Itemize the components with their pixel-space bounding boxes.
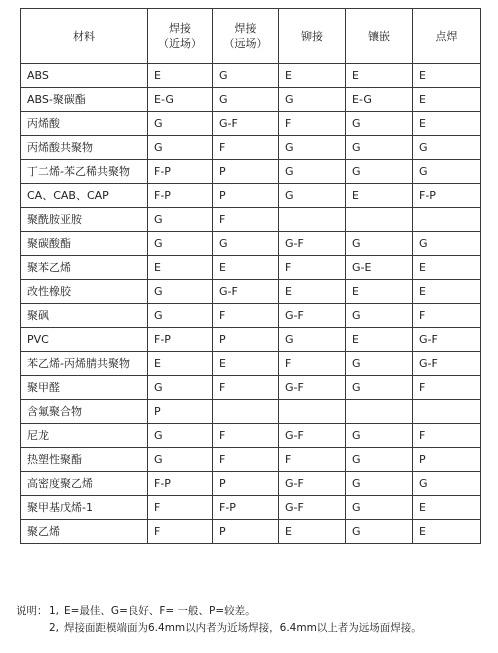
note-1	[16, 603, 492, 620]
rating-cell: E	[213, 256, 279, 280]
rating-cell: G	[148, 280, 213, 304]
rating-cell: P	[148, 400, 213, 424]
rating-cell: G	[148, 304, 213, 328]
rating-cell: P	[213, 520, 279, 544]
rating-cell: F-P	[413, 184, 481, 208]
rating-cell: G	[413, 160, 481, 184]
column-header-line: 镶嵌	[368, 29, 390, 43]
material-cell: 聚甲醛	[21, 376, 148, 400]
rating-cell: G	[346, 472, 413, 496]
rating-cell: G-F	[413, 352, 481, 376]
rating-cell: G	[213, 232, 279, 256]
rating-cell	[279, 208, 346, 232]
column-header-line: 焊接	[234, 22, 257, 35]
material-cell: 聚苯乙烯	[21, 256, 148, 280]
rating-cell: G	[148, 448, 213, 472]
table-row	[21, 208, 481, 232]
table-row	[21, 88, 481, 112]
table-body	[21, 64, 481, 544]
material-cell: 高密度聚乙烯	[21, 472, 148, 496]
rating-cell: E	[279, 520, 346, 544]
material-cell: 尼龙	[21, 424, 148, 448]
rating-cell: E	[413, 256, 481, 280]
rating-cell: G	[413, 472, 481, 496]
column-header	[346, 9, 413, 64]
rating-cell	[346, 400, 413, 424]
rating-cell: F	[279, 112, 346, 136]
material-cell: 丙烯酸共聚物	[21, 136, 148, 160]
rating-cell: G	[279, 328, 346, 352]
rating-cell: E	[346, 184, 413, 208]
rating-cell: P	[213, 160, 279, 184]
rating-cell: E	[413, 280, 481, 304]
column-header	[413, 9, 481, 64]
note-2	[16, 620, 492, 637]
rating-cell: G-F	[213, 112, 279, 136]
rating-cell: E	[279, 64, 346, 88]
note-text: 焊接面距模端面为6.4mm以内者为近场焊接，6.4mm以上者为远场面焊接。	[64, 622, 422, 634]
rating-cell: G	[213, 64, 279, 88]
rating-cell: G-F	[279, 472, 346, 496]
rating-cell: G-F	[413, 328, 481, 352]
material-cell: 丙烯酸	[21, 112, 148, 136]
table-row	[21, 472, 481, 496]
rating-cell: E	[413, 88, 481, 112]
notes-indent	[16, 620, 49, 637]
table-row	[21, 160, 481, 184]
rating-cell: G	[346, 304, 413, 328]
material-cell: 聚甲基戊烯-1	[21, 496, 148, 520]
column-header-line: 点焊	[435, 29, 458, 43]
rating-cell: F	[213, 448, 279, 472]
rating-cell: G	[279, 88, 346, 112]
material-cell: 苯乙烯-丙烯腈共聚物	[21, 352, 148, 376]
note-text: E=最佳、G=良好、F= 一般、P=较差。	[64, 605, 256, 617]
rating-cell: G	[346, 112, 413, 136]
material-cell: PVC	[21, 328, 148, 352]
rating-cell: F	[279, 256, 346, 280]
rating-cell: G	[213, 88, 279, 112]
table-row	[21, 112, 481, 136]
rating-cell: G-F	[279, 232, 346, 256]
rating-cell: E	[346, 280, 413, 304]
rating-cell: G	[346, 496, 413, 520]
rating-cell: F	[213, 376, 279, 400]
rating-cell: P	[213, 184, 279, 208]
table-row	[21, 232, 481, 256]
rating-cell	[346, 208, 413, 232]
rating-cell	[213, 400, 279, 424]
column-header-line: （近场）	[158, 37, 202, 50]
rating-cell: E	[279, 280, 346, 304]
material-cell: 聚砜	[21, 304, 148, 328]
rating-cell: E	[413, 64, 481, 88]
rating-cell: G	[148, 424, 213, 448]
rating-cell: G	[346, 448, 413, 472]
rating-cell: E-G	[148, 88, 213, 112]
table-row	[21, 328, 481, 352]
column-header-line: 材料	[73, 29, 95, 43]
table-row	[21, 424, 481, 448]
table-row	[21, 184, 481, 208]
column-header	[213, 9, 279, 64]
rating-cell: P	[213, 472, 279, 496]
rating-cell: F	[413, 376, 481, 400]
column-header-line: （远场）	[223, 37, 268, 50]
material-cell: 含氟聚合物	[21, 400, 148, 424]
rating-cell: F	[148, 496, 213, 520]
rating-cell: G-E	[346, 256, 413, 280]
rating-cell: G-F	[279, 424, 346, 448]
table-row	[21, 376, 481, 400]
column-header-line: 铆接	[301, 29, 323, 43]
rating-cell: G	[148, 232, 213, 256]
rating-cell: G	[346, 352, 413, 376]
rating-cell: F	[413, 304, 481, 328]
rating-cell	[279, 400, 346, 424]
notes-prefix: 说明：	[16, 605, 48, 617]
rating-cell: E	[148, 256, 213, 280]
material-cell: CA、CAB、CAP	[21, 184, 148, 208]
column-header	[148, 9, 213, 64]
table-row	[21, 64, 481, 88]
material-cell: 丁二烯-苯乙稀共聚物	[21, 160, 148, 184]
column-header	[21, 9, 148, 64]
plastics-joining-table	[20, 8, 481, 544]
note-number: 1,	[49, 605, 60, 617]
rating-cell: F	[148, 520, 213, 544]
material-cell: 聚乙烯	[21, 520, 148, 544]
rating-cell: E	[413, 496, 481, 520]
rating-cell: G	[413, 232, 481, 256]
table-row	[21, 256, 481, 280]
rating-cell: E	[148, 352, 213, 376]
rating-cell: F-P	[148, 184, 213, 208]
rating-cell: G	[346, 376, 413, 400]
rating-cell: G	[148, 112, 213, 136]
rating-cell	[413, 208, 481, 232]
rating-cell: E	[413, 112, 481, 136]
table-header-row	[21, 9, 481, 64]
rating-cell: F	[213, 208, 279, 232]
table-row	[21, 448, 481, 472]
rating-cell: E	[148, 64, 213, 88]
rating-cell: F-P	[148, 328, 213, 352]
rating-cell	[413, 400, 481, 424]
material-cell: 热塑性聚酯	[21, 448, 148, 472]
material-cell: 改性橡胶	[21, 280, 148, 304]
rating-cell: G	[148, 376, 213, 400]
rating-cell: F	[213, 424, 279, 448]
rating-cell: G	[279, 184, 346, 208]
material-cell: ABS	[21, 64, 148, 88]
rating-cell: F	[413, 424, 481, 448]
rating-cell: G-F	[279, 376, 346, 400]
material-cell: 聚碳酸酯	[21, 232, 148, 256]
rating-cell: G	[346, 520, 413, 544]
table-row	[21, 400, 481, 424]
rating-cell: G	[279, 136, 346, 160]
notes	[16, 603, 492, 637]
rating-cell: F-P	[148, 472, 213, 496]
rating-cell: E-G	[346, 88, 413, 112]
rating-cell: G	[279, 160, 346, 184]
rating-cell: E	[213, 352, 279, 376]
material-cell: ABS-聚碳酯	[21, 88, 148, 112]
rating-cell: F-P	[148, 160, 213, 184]
rating-cell: G-F	[279, 304, 346, 328]
rating-cell: E	[346, 328, 413, 352]
rating-cell: E	[346, 64, 413, 88]
rating-cell: F	[213, 136, 279, 160]
rating-cell: G	[346, 160, 413, 184]
table-row	[21, 496, 481, 520]
rating-cell: G	[346, 424, 413, 448]
rating-cell: G	[346, 232, 413, 256]
table-row	[21, 280, 481, 304]
rating-cell: G	[413, 136, 481, 160]
material-cell: 聚酰胺亚胺	[21, 208, 148, 232]
rating-cell: G-F	[279, 496, 346, 520]
table-row	[21, 304, 481, 328]
rating-cell: P	[413, 448, 481, 472]
column-header-line: 焊接	[169, 22, 191, 35]
rating-cell: F	[213, 304, 279, 328]
table-row	[21, 352, 481, 376]
column-header	[279, 9, 346, 64]
rating-cell: E	[413, 520, 481, 544]
table-row	[21, 136, 481, 160]
rating-cell: G	[148, 136, 213, 160]
rating-cell: P	[213, 328, 279, 352]
rating-cell: F-P	[213, 496, 279, 520]
table-row	[21, 520, 481, 544]
rating-cell: G-F	[213, 280, 279, 304]
rating-cell: F	[279, 352, 346, 376]
note-number: 2,	[49, 622, 60, 634]
rating-cell: G	[148, 208, 213, 232]
rating-cell: F	[279, 448, 346, 472]
rating-cell: G	[346, 136, 413, 160]
